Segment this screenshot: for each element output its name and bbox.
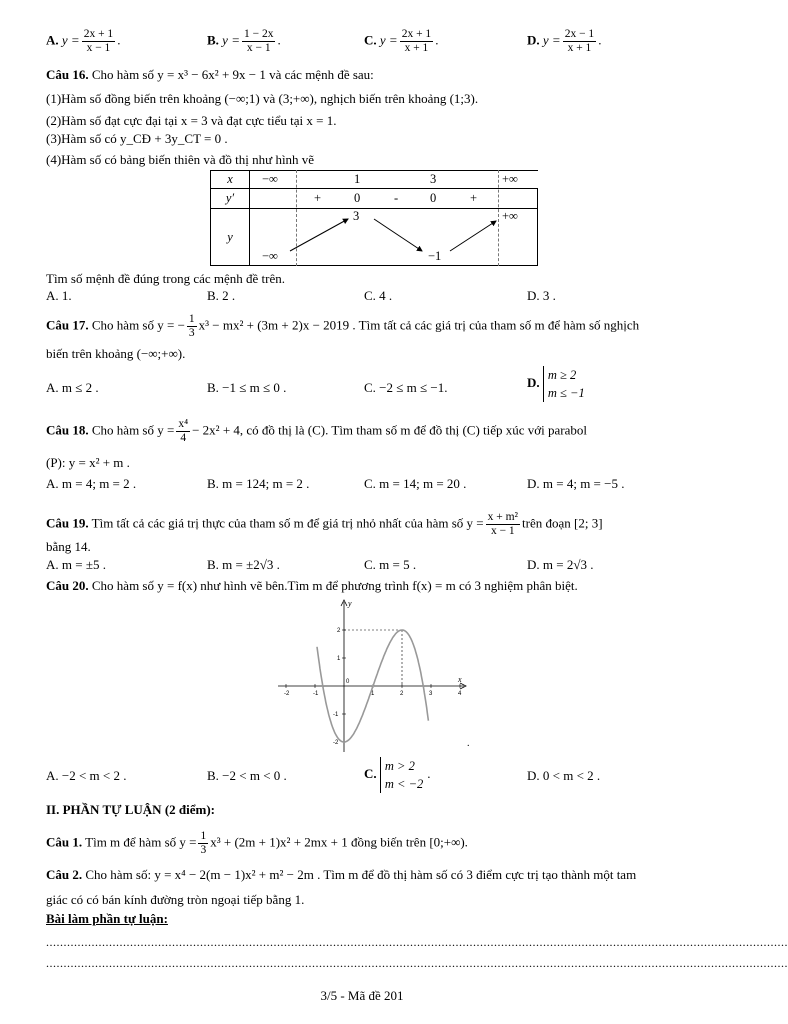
work-heading: Bài làm phần tự luận: [46,911,168,926]
y-tick-label: 1 [337,656,341,662]
q19-option-a: A. m = ±5 . [46,557,106,572]
q16-ask: Tìm số mệnh đề đúng trong các mệnh đề trên. [46,271,285,286]
q18-option-c: C. m = 14; m = 20 . [364,476,467,491]
answer-line-1[interactable]: .................................................................................................................................................................................................................... [46,935,788,949]
q18-stem: Câu 18. Cho hàm số y = $\frac{\text{x⁴}}{4}$ − 2x² + 4, có đồ thị là (C). Tìm tham số m để đồ thị (C) tiếp xúc với parabol [46,418,588,444]
q15-option-a: A. y = $\frac{2x + 1}{x - 1}$ . [46,28,121,54]
q19-stem-line2: bằng 14. [46,539,91,554]
part2-title: II. PHẦN TỰ LUẬN (2 điểm): [46,802,215,817]
q20-option-c: C. m > 2 m < −2 . [364,759,431,791]
q19-option-c: C. m = 5 . [364,557,417,572]
q20-option-d: D. 0 < m < 2 . [527,768,601,783]
function-graph [274,596,484,756]
q16-option-b: B. 2 . [207,288,236,303]
part2-question-1: Câu 1. Tìm m để hàm số y = $\frac{1}{3}$ x³ + (2m + 1)x² + 2mx + 1 đồng biến trên [0;+∞). [46,830,468,856]
part2-question-2: Câu 2. Cho hàm số: y = x⁴ − 2(m − 1)x² + m² − 2m . Tìm m để đồ thị hàm số có 3 điểm cực trị tạo thành một tam [46,867,637,882]
q16-option-a: A. 1. [46,288,72,303]
q19-option-d: D. m = 2√3 . [527,557,594,572]
variation-arrows [250,209,540,267]
x-tick-label: 1 [371,691,375,697]
x-axis-label: x [458,675,462,684]
q18-stem-line2: (P): y = x² + m . [46,455,130,470]
y-tick-label: 2 [337,628,341,634]
dot-mark: . [467,738,470,749]
q15-option-d: D. y = $\frac{2x - 1}{x + 1}$ . [527,28,602,54]
part2-question-2-line2: giác có có bán kính đường tròn ngoại tiếp bằng 1. [46,892,305,907]
q16-option-c: C. 4 . [364,288,393,303]
page-footer: 3/5 - Mã đề 201 [320,988,404,1003]
q16-statement-2: (2)Hàm số đạt cực đại tại x = 3 và đạt cực tiểu tại x = 1. [46,113,337,128]
q20-option-b: B. −2 < m < 0 . [207,768,287,783]
q18-option-a: A. m = 4; m = 2 . [46,476,137,491]
q19-option-b: B. m = ±2√3 . [207,557,280,572]
q16-stem: Câu 16. Cho hàm số y = x³ − 6x² + 9x − 1 và các mệnh đề sau: [46,67,374,82]
q17-stem-line2: biến trên khoảng (−∞;+∞). [46,346,186,361]
q18-option-b: B. m = 124; m = 2 . [207,476,310,491]
x-tick-label: 4 [458,691,462,697]
x-tick-label: 2 [400,691,404,697]
q15-option-c: C. y = $\frac{2x + 1}{x + 1}$ . [364,28,439,54]
q20-stem: Câu 20. Cho hàm số y = f(x) như hình vẽ bên.Tìm m để phương trình f(x) = m có 3 nghiệm phân biệt. [46,578,578,593]
q17-option-d: D. m ≥ 2 m ≤ −1 [527,366,589,402]
q17-option-c: C. −2 ≤ m ≤ −1. [364,380,448,395]
q17-option-a: A. m ≤ 2 . [46,380,99,395]
q17-option-b: B. −1 ≤ m ≤ 0 . [207,380,287,395]
q16-statement-4: (4)Hàm số có bảng biến thiên và đồ thị như hình vẽ [46,152,315,167]
x-tick-label: 0 [346,679,350,685]
q15-option-b: B. y = $\frac{1 - 2x}{x - 1}$ . [207,28,281,54]
q20-option-a: A. −2 < m < 2 . [46,768,127,783]
y-tick-label: -2 [333,740,339,746]
variation-table: x −∞ 1 3 +∞ y′ + 0 - 0 + y −∞ 3 −1 +∞ [210,170,538,266]
q17-stem: Câu 17. Cho hàm số y = − $\frac{1}{3}$ x³ − mx² + (3m + 2)x − 2019 . Tìm tất cả các giá trị của tham số m để hàm số nghịch [46,313,640,339]
y-axis-label: y [348,599,352,608]
y-tick-label: -1 [333,712,339,718]
x-tick-label: -1 [313,691,319,697]
x-tick-label: 3 [429,691,433,697]
x-tick-label: -2 [284,691,290,697]
q16-statement-3: (3)Hàm số có y_CĐ + 3y_CT = 0 . [46,131,228,146]
q16-statement-1: (1)Hàm số đồng biến trên khoảng (−∞;1) và (3;+∞), nghịch biến trên khoảng (1;3). [46,91,479,106]
q16-option-d: D. 3 . [527,288,556,303]
q18-option-d: D. m = 4; m = −5 . [527,476,625,491]
q19-stem: Câu 19. Tìm tất cả các giá trị thực của tham số m để giá trị nhỏ nhất của hàm số y = $\frac{\text{x + m²}}{x - 1}$ trên đoạn [2; 3] [46,511,603,537]
answer-line-2[interactable]: .................................................................................................................................................................................................................... [46,956,788,970]
